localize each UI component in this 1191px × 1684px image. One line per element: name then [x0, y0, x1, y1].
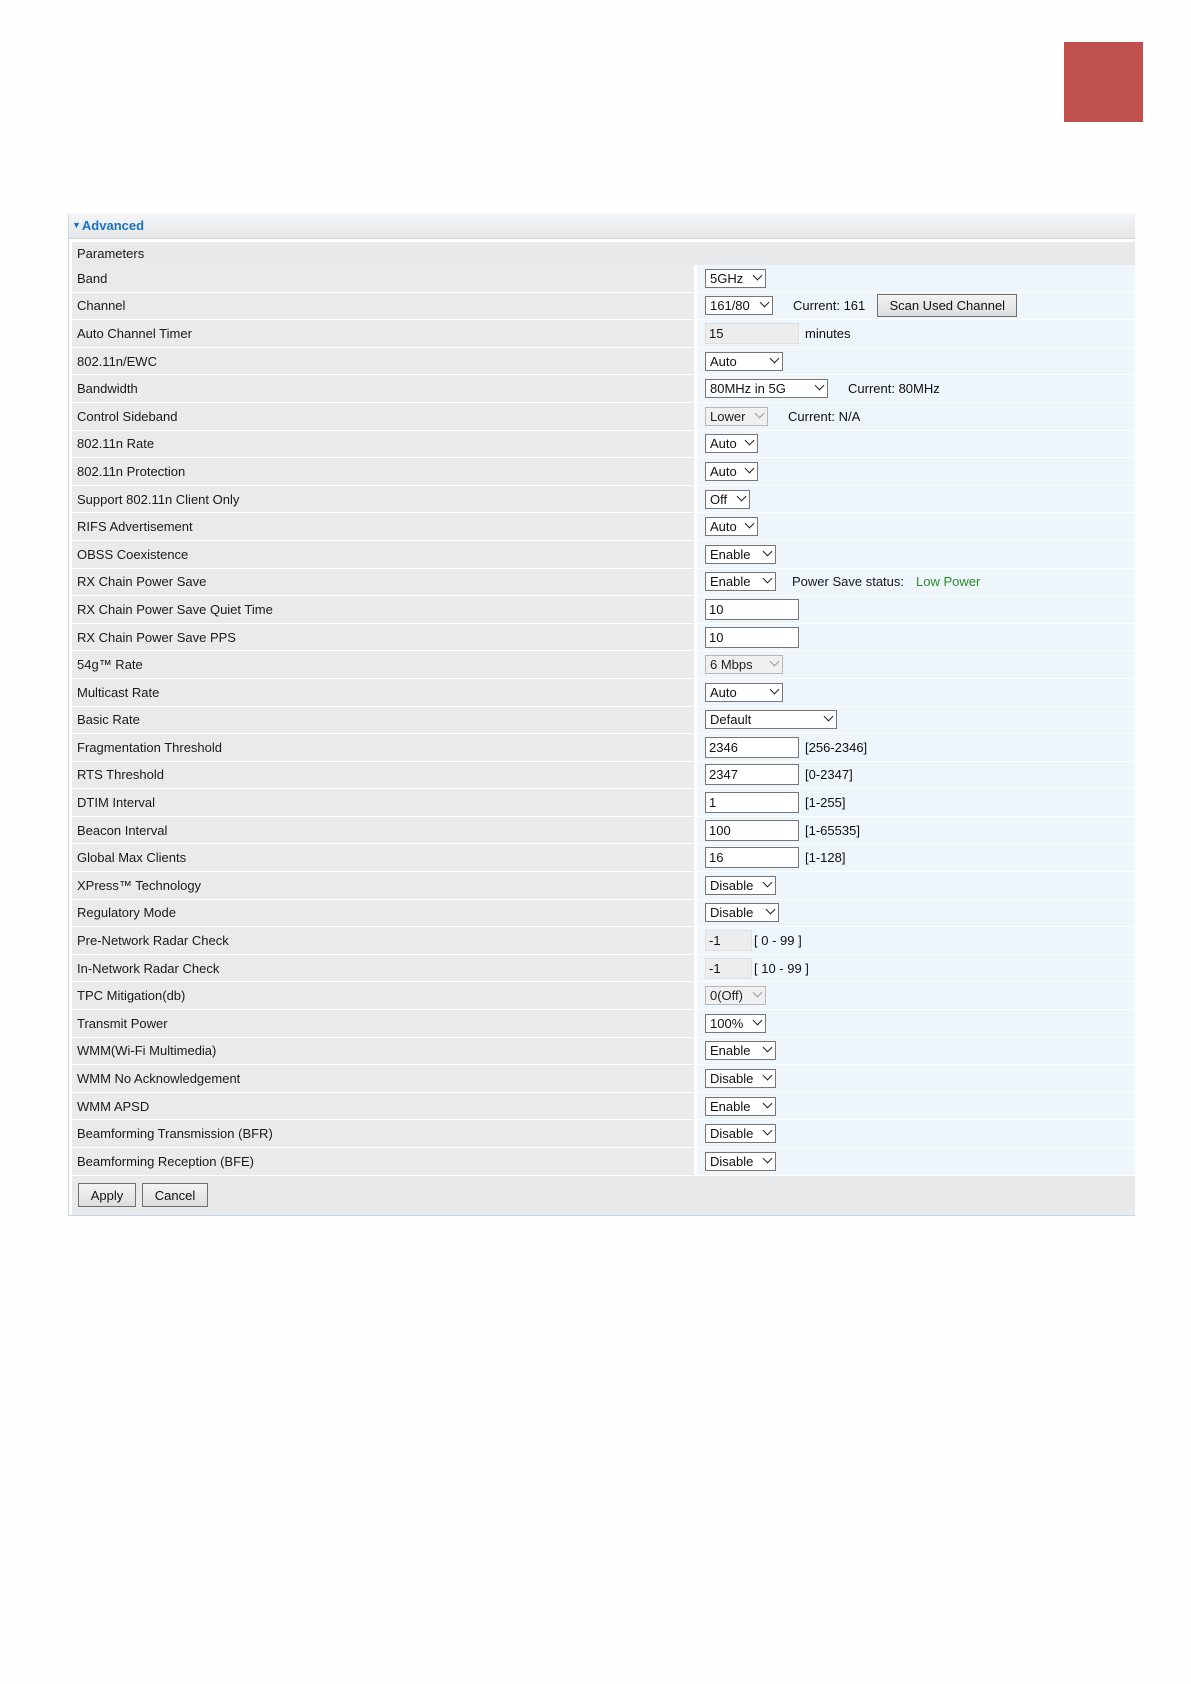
label-multicast-rate: Multicast Rate	[72, 679, 697, 707]
wmm-apsd-select[interactable]: Enable	[705, 1097, 776, 1116]
chevron-down-icon	[753, 270, 763, 280]
row-bfe	[72, 1148, 1135, 1176]
chevron-down-icon	[763, 546, 773, 556]
row-xpress	[72, 872, 1135, 900]
row-wmm-apsd	[72, 1093, 1135, 1121]
chevron-down-icon	[770, 353, 780, 363]
row-control-sideband	[72, 403, 1135, 431]
chevron-down-icon	[763, 1126, 773, 1136]
obss-select[interactable]: Enable	[705, 545, 776, 564]
label-wmm-apsd: WMM APSD	[72, 1093, 697, 1121]
row-tx-power	[72, 1010, 1135, 1038]
chevron-down-icon	[770, 657, 780, 667]
row-multicast-rate	[72, 679, 1135, 707]
chevron-down-icon	[763, 1071, 773, 1081]
chevron-down-icon	[763, 1153, 773, 1163]
row-max-clients	[72, 844, 1135, 872]
chevron-down-icon	[745, 464, 755, 474]
rts-threshold-input[interactable]: 2347	[705, 764, 799, 785]
wmm-select[interactable]: Enable	[705, 1041, 776, 1060]
advanced-title: Advanced	[81, 218, 145, 233]
max-clients-range: [1-128]	[805, 850, 846, 866]
rts-threshold-range: [0-2347]	[805, 767, 853, 783]
label-bfr: Beamforming Transmission (BFR)	[72, 1120, 697, 1148]
frag-threshold-range: [256-2346]	[805, 739, 868, 755]
band-select[interactable]: 5GHz	[705, 269, 766, 288]
apply-button[interactable]: Apply	[78, 1183, 136, 1207]
chevron-down-icon	[753, 1015, 763, 1025]
tx-power-select[interactable]: 100%	[705, 1014, 766, 1033]
row-bfr	[72, 1120, 1135, 1148]
pre-radar-input[interactable]: -1	[705, 930, 752, 951]
row-auto-channel-timer	[72, 320, 1135, 348]
chevron-down-icon	[770, 684, 780, 694]
channel-current: Current: 161	[793, 298, 866, 314]
label-in-radar: In-Network Radar Check	[72, 955, 697, 983]
label-auto-channel-timer: Auto Channel Timer	[72, 320, 697, 348]
channel-select[interactable]: 161/80	[705, 296, 773, 315]
label-basic-rate: Basic Rate	[72, 707, 697, 735]
row-54g-rate	[72, 651, 1135, 679]
label-bandwidth: Bandwidth	[72, 375, 697, 403]
label-wmm: WMM(Wi-Fi Multimedia)	[72, 1038, 697, 1066]
chevron-down-icon	[763, 574, 773, 584]
bfe-select[interactable]: Disable	[705, 1152, 776, 1171]
n-protection-select[interactable]: Auto	[705, 462, 758, 481]
chevron-down-icon	[763, 1043, 773, 1053]
chevron-down-icon	[763, 877, 773, 887]
cancel-button[interactable]: Cancel	[142, 1183, 208, 1207]
label-control-sideband: Control Sideband	[72, 403, 697, 431]
label-xpress: XPress™ Technology	[72, 872, 697, 900]
power-save-status-label: Power Save status:	[792, 574, 904, 590]
n-rate-select[interactable]: Auto	[705, 434, 758, 453]
row-rx-quiet-time	[72, 596, 1135, 624]
label-rifs: RIFS Advertisement	[72, 513, 697, 541]
row-n-rate	[72, 431, 1135, 459]
label-regulatory: Regulatory Mode	[72, 900, 697, 928]
row-pre-radar	[72, 927, 1135, 955]
corner-color-block	[1064, 42, 1143, 122]
label-n-protection: 802.11n Protection	[72, 458, 697, 486]
advanced-section-toggle[interactable]	[69, 214, 1135, 239]
chevron-down-icon	[824, 712, 834, 722]
form-footer	[72, 1176, 1135, 1215]
row-n-client-only	[72, 486, 1135, 514]
chevron-down-icon	[815, 381, 825, 391]
row-band	[72, 265, 1135, 293]
label-channel: Channel	[72, 293, 697, 321]
basic-rate-select[interactable]: Default	[705, 710, 837, 729]
label-frag-threshold: Fragmentation Threshold	[72, 734, 697, 762]
row-rx-pps	[72, 624, 1135, 652]
auto-channel-timer-unit: minutes	[805, 325, 851, 341]
n-client-only-select[interactable]: Off	[705, 490, 750, 509]
row-channel	[72, 293, 1135, 321]
label-max-clients: Global Max Clients	[72, 844, 697, 872]
row-n-protection	[72, 458, 1135, 486]
control-sideband-select[interactable]: Lower	[705, 407, 768, 426]
row-in-radar	[72, 955, 1135, 983]
control-sideband-current: Current: N/A	[788, 408, 861, 424]
chevron-down-icon	[760, 298, 770, 308]
label-beacon: Beacon Interval	[72, 817, 697, 845]
row-dtim	[72, 789, 1135, 817]
label-pre-radar: Pre-Network Radar Check	[72, 927, 697, 955]
row-rx-power-save	[72, 569, 1135, 597]
row-frag-threshold	[72, 734, 1135, 762]
collapse-triangle-icon: ▼	[72, 220, 81, 230]
pre-radar-range: [ 0 - 99 ]	[754, 933, 802, 949]
scan-used-channel-button[interactable]: Scan Used Channel	[877, 294, 1017, 317]
in-radar-range: [ 10 - 99 ]	[754, 960, 809, 976]
row-basic-rate	[72, 707, 1135, 735]
label-n-rate: 802.11n Rate	[72, 431, 697, 459]
tpc-select[interactable]: 0(Off)	[705, 986, 766, 1005]
chevron-down-icon	[745, 436, 755, 446]
bfr-select[interactable]: Disable	[705, 1124, 776, 1143]
chevron-down-icon	[766, 905, 776, 915]
regulatory-select[interactable]: Disable	[705, 903, 779, 922]
row-obss	[72, 541, 1135, 569]
chevron-down-icon	[755, 408, 765, 418]
label-band: Band	[72, 265, 697, 293]
rx-power-save-select[interactable]: Enable	[705, 572, 776, 591]
row-beacon	[72, 817, 1135, 845]
rifs-select[interactable]: Auto	[705, 517, 758, 536]
beacon-range: [1-65535]	[805, 822, 860, 838]
label-rts-threshold: RTS Threshold	[72, 762, 697, 790]
xpress-select[interactable]: Disable	[705, 876, 776, 895]
chevron-down-icon	[753, 988, 763, 998]
label-ewc: 802.11n/EWC	[72, 348, 697, 376]
row-bandwidth	[72, 375, 1135, 403]
in-radar-input[interactable]: -1	[705, 958, 752, 979]
bandwidth-select[interactable]: 80MHz in 5G	[705, 379, 828, 398]
multicast-rate-select[interactable]: Auto	[705, 683, 783, 702]
parameters-heading: Parameters	[72, 242, 1135, 265]
dtim-range: [1-255]	[805, 795, 846, 811]
label-54g-rate: 54g™ Rate	[72, 651, 697, 679]
dtim-input[interactable]: 1	[705, 792, 799, 813]
label-wmm-noack: WMM No Acknowledgement	[72, 1065, 697, 1093]
row-ewc	[72, 348, 1135, 376]
label-bfe: Beamforming Reception (BFE)	[72, 1148, 697, 1176]
label-tpc: TPC Mitigation(db)	[72, 982, 697, 1010]
row-wmm	[72, 1038, 1135, 1066]
rate-54g-select[interactable]: 6 Mbps	[705, 655, 783, 674]
label-dtim: DTIM Interval	[72, 789, 697, 817]
max-clients-input[interactable]: 16	[705, 847, 799, 868]
row-wmm-noack	[72, 1065, 1135, 1093]
label-obss: OBSS Coexistence	[72, 541, 697, 569]
rx-pps-input[interactable]: 10	[705, 627, 799, 648]
auto-channel-timer-input[interactable]: 15	[705, 323, 799, 344]
ewc-select[interactable]: Auto	[705, 352, 783, 371]
label-rx-pps: RX Chain Power Save PPS	[72, 624, 697, 652]
row-rifs	[72, 513, 1135, 541]
chevron-down-icon	[763, 1098, 773, 1108]
power-save-status-value: Low Power	[916, 574, 981, 590]
row-rts-threshold	[72, 762, 1135, 790]
label-rx-power-save: RX Chain Power Save	[72, 569, 697, 597]
rx-quiet-time-input[interactable]: 10	[705, 599, 799, 620]
row-tpc	[72, 982, 1135, 1010]
beacon-input[interactable]: 100	[705, 820, 799, 841]
chevron-down-icon	[745, 519, 755, 529]
label-rx-quiet-time: RX Chain Power Save Quiet Time	[72, 596, 697, 624]
frag-threshold-input[interactable]: 2346	[705, 737, 799, 758]
label-n-client-only: Support 802.11n Client Only	[72, 486, 697, 514]
row-regulatory	[72, 900, 1135, 928]
label-tx-power: Transmit Power	[72, 1010, 697, 1038]
bandwidth-current: Current: 80MHz	[848, 381, 940, 397]
wmm-noack-select[interactable]: Disable	[705, 1069, 776, 1088]
chevron-down-icon	[737, 491, 747, 501]
advanced-panel	[68, 214, 1135, 1216]
